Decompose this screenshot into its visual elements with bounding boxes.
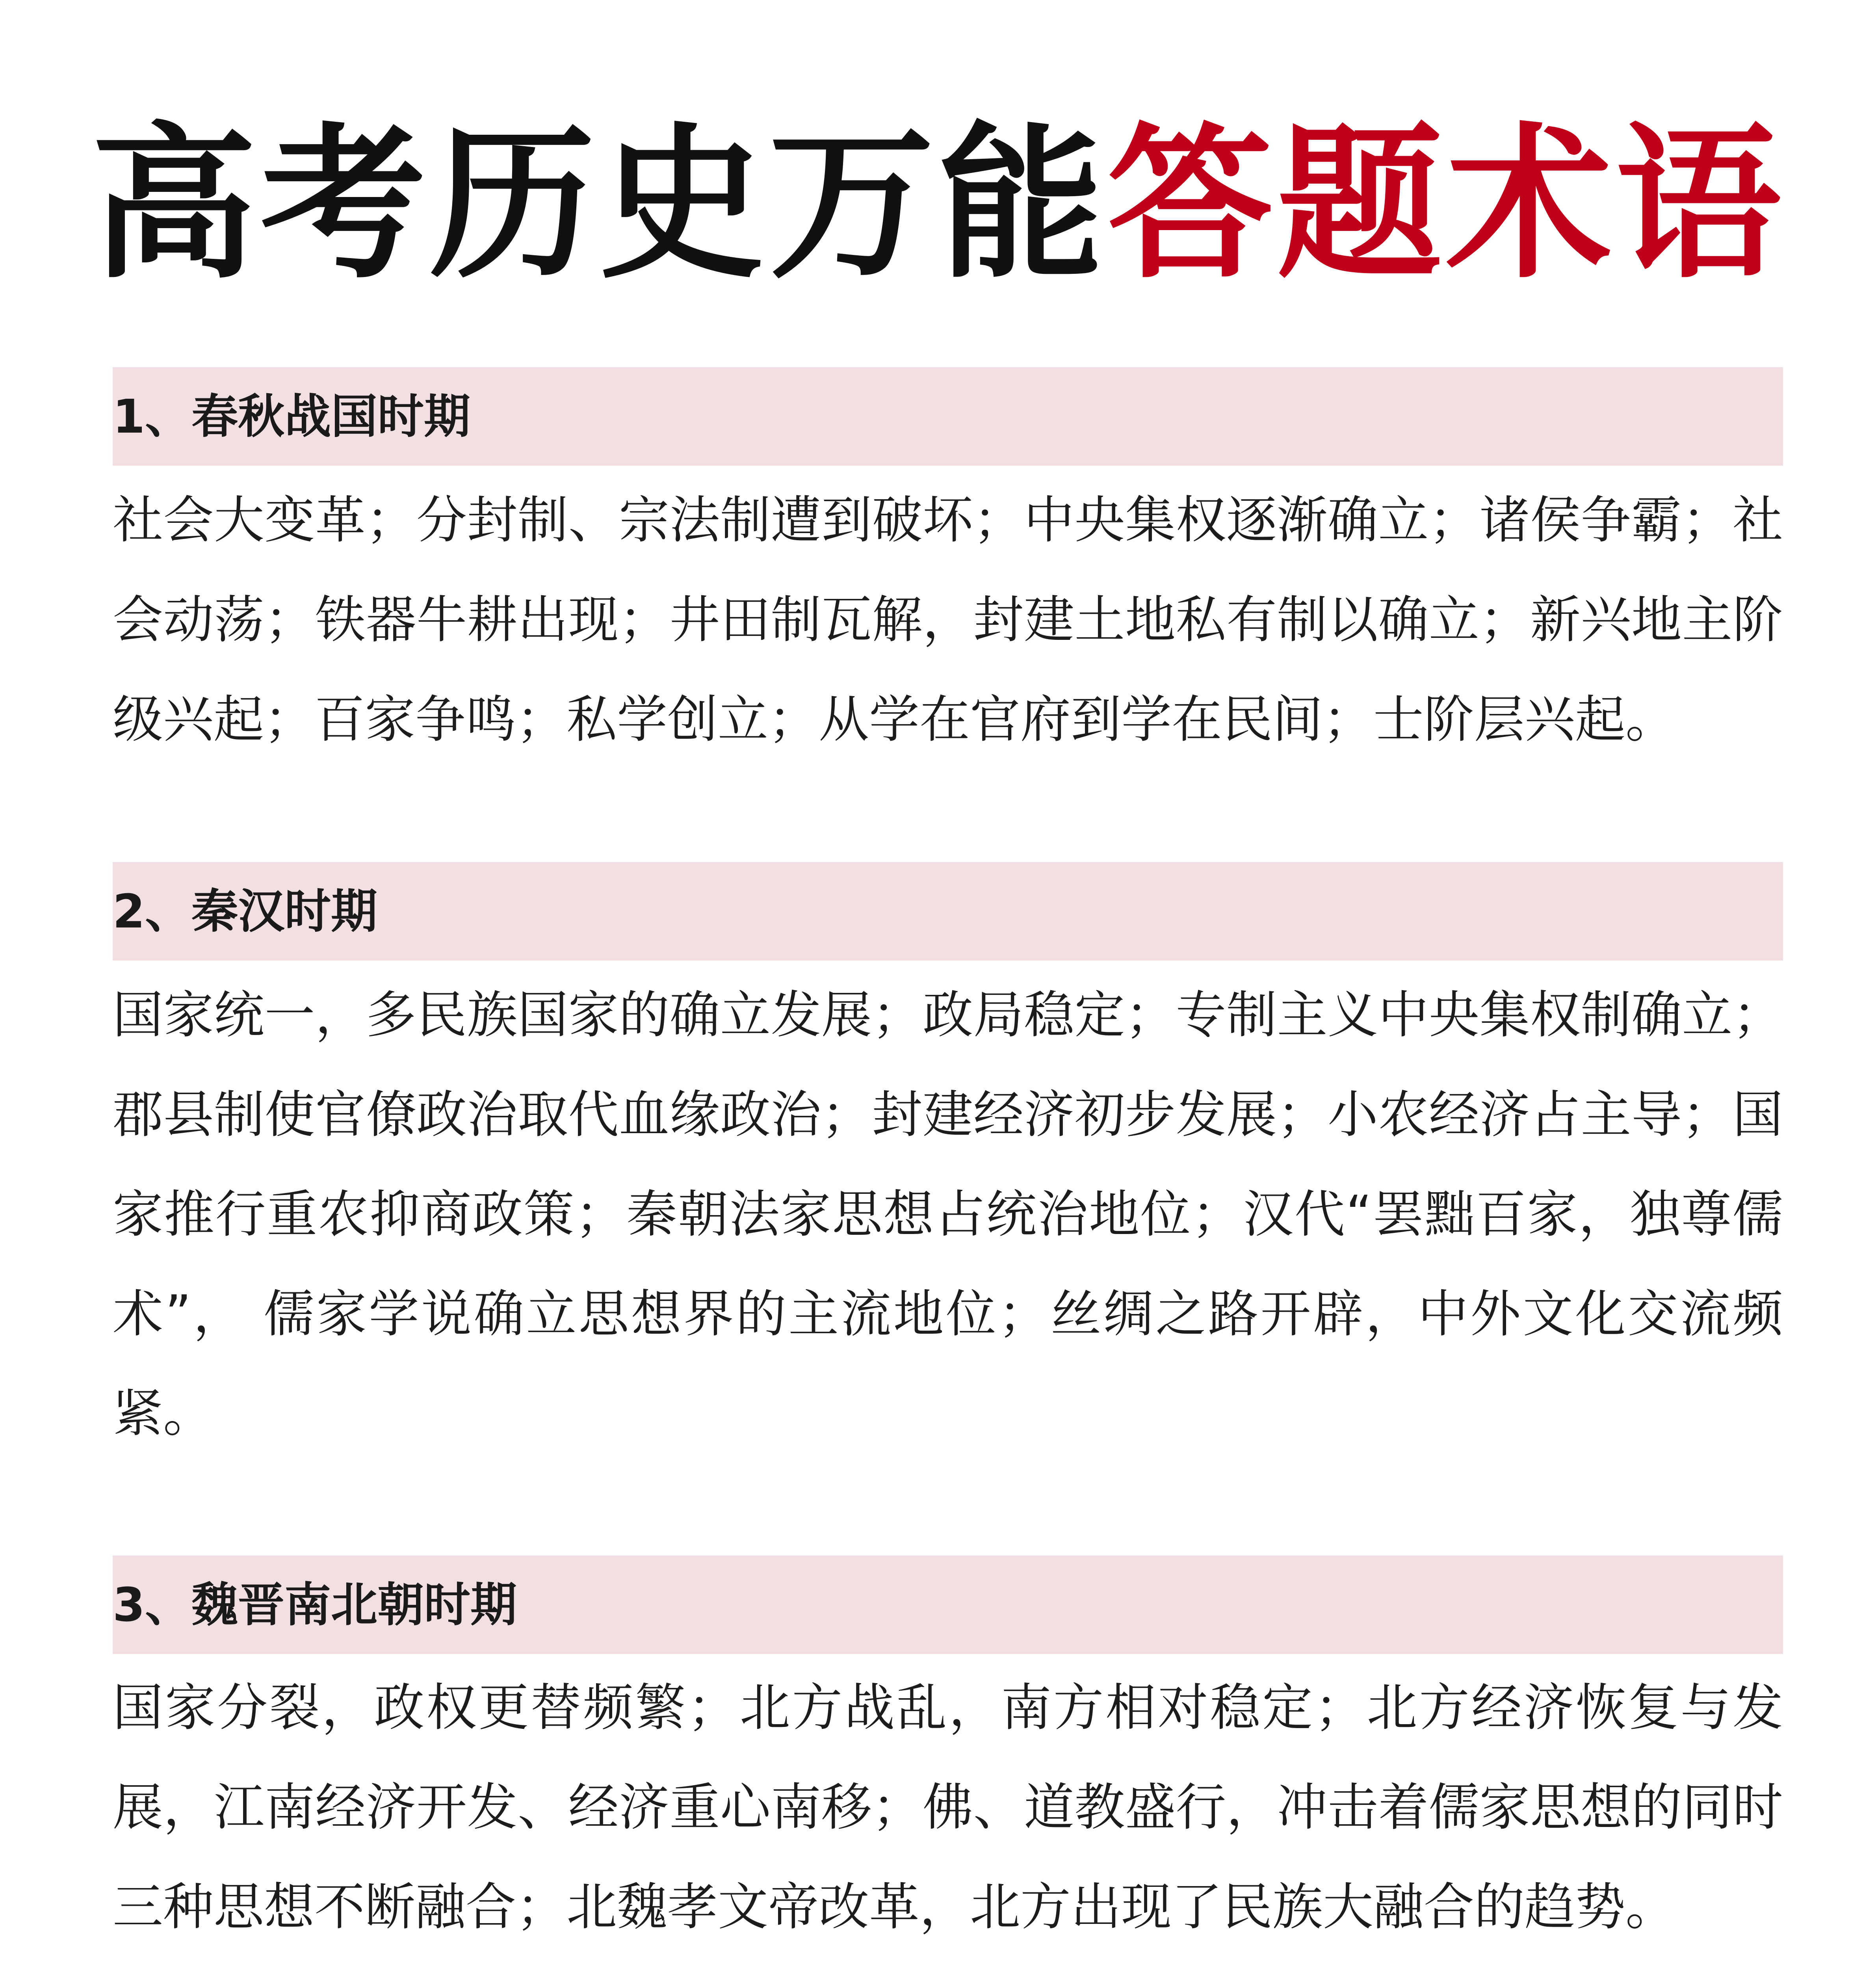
page-title: [0, 102, 1876, 307]
section-heading: 3、魏晋南北朝时期: [113, 1578, 517, 1632]
section-body: 社会大变革；分封制、宗法制遭到破坏；中央集权逐渐确立；诸侯争霸；社会动荡；铁器牛耕出现；井田制瓦解，封建土地私有制以确立；新兴地主阶级兴起；百家争鸣；私学创立；从学在官府到学在民间；士阶层兴起。: [113, 491, 1783, 749]
section-body: 国家统一，多民族国家的确立发展；政局稳定；专制主义中央集权制确立；郡县制使官僚政治取代血缘政治；封建经济初步发展；小农经济占主导；国家推行重农抑商政策；秦朝法家思想占统治地位；汉代“罢黜百家，独尊儒术”， 儒家学说确立思想界的主流地位；丝绸之路开辟，中外文化交流频紧。: [113, 986, 1783, 1443]
page-title-black-part: 高考历史万能: [91, 108, 1107, 301]
section-header: [113, 1556, 1783, 1654]
page-title-red-part: 答题术语: [1107, 108, 1785, 301]
section-heading: 1、春秋战国时期: [113, 389, 471, 444]
section-header: [113, 367, 1783, 466]
section-heading: 2、秦汉时期: [113, 884, 378, 939]
section-body: 国家分裂，政权更替频繁；北方战乱，南方相对稳定；北方经济恢复与发展，江南经济开发、经济重心南移；佛、道教盛行，冲击着儒家思想的同时三种思想不断融合；北魏孝文帝改革，北方出现了民族大融合的趋势。: [113, 1678, 1783, 1937]
section-header: [113, 862, 1783, 961]
